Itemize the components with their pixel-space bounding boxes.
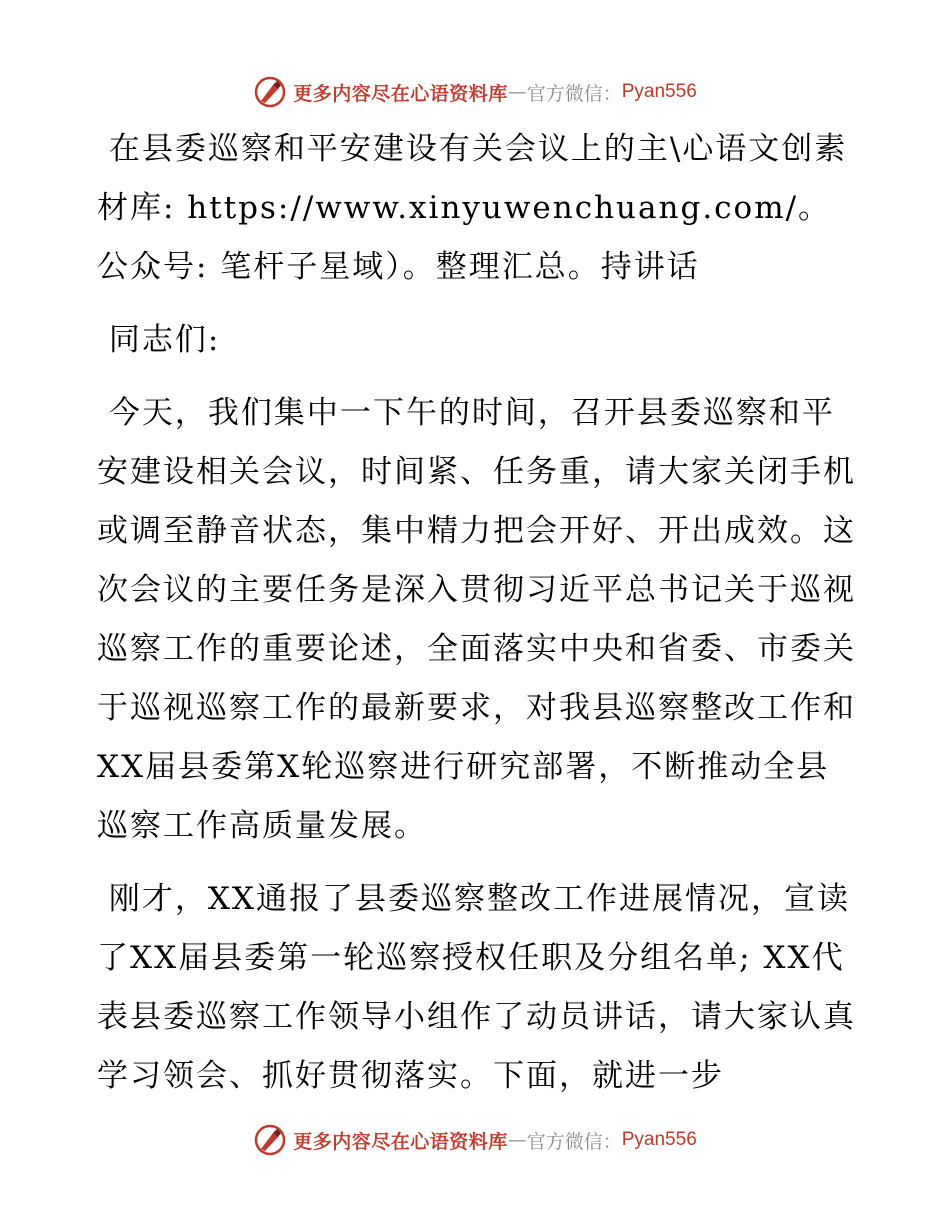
body-paragraph-1: 今天，我们集中一下午的时间，召开县委巡察和平安建设相关会议，时间紧、任务重，请大家关闭手机或调至静音状态，集中精力把会开好、开出成效。这次会议的主要任务是深入贯彻习近平总书记关于巡视巡察工作的重要论述，全面落实中央和省委、市委关于巡视巡察工作的最新要求，对我县巡察整改工作和XX届县委第X轮巡察进行研究部署，不断推动全县巡察工作高质量发展。 xyxy=(97,395,856,844)
pen-nib-logo-icon xyxy=(253,75,287,109)
body-paragraph-2: 刚才，XX通报了县委巡察整改工作进展情况，宣读了XX届县委第一轮巡察授权任职及分组名单; XX代表县委巡察工作领导小组作了动员讲话，请大家认真学习领会、抓好贯彻落实。下面，就进一步 xyxy=(97,881,856,1094)
watermark-dash: — xyxy=(507,81,527,103)
watermark-main-text: 更多内容尽在心语资料库 xyxy=(293,82,508,105)
footer-watermark xyxy=(0,1120,950,1160)
salutation-paragraph: 同志们: xyxy=(97,322,221,358)
watermark-sub-text: 官方微信： xyxy=(526,1130,622,1153)
document-body xyxy=(97,120,857,1106)
watermark-sub-text: 官方微信： xyxy=(526,82,622,105)
pen-nib-logo-icon xyxy=(253,1123,287,1157)
header-watermark xyxy=(0,72,950,112)
document-title-paragraph: 在县委巡察和平安建设有关会议上的主\心语文创素材库: https://www.xinyuwenchuang.com/。公众号: 笔杆子星域）。整理汇总。持讲话 xyxy=(97,131,848,285)
watermark-wechat-id: Pyan556 xyxy=(621,81,697,102)
watermark-main-text: 更多内容尽在心语资料库 xyxy=(293,1130,508,1153)
watermark-dash: — xyxy=(507,1129,527,1151)
watermark-wechat-id: Pyan556 xyxy=(621,1129,697,1150)
